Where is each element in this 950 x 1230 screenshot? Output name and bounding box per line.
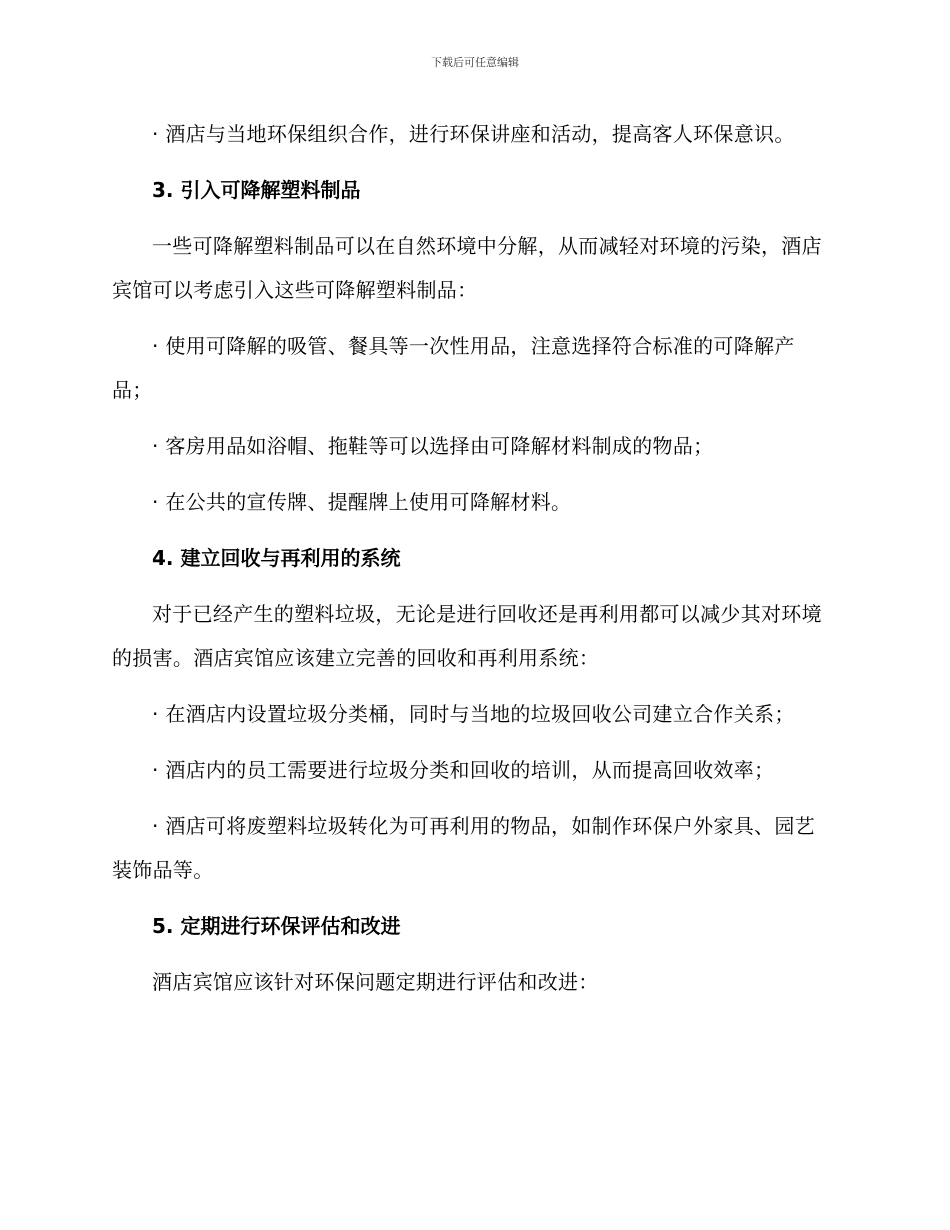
document-body [112,112,832,1016]
paragraph: 一些可降解塑料制品可以在自然环境中分解，从而减轻对环境的污染，酒店宾馆可以考虑引入这些可降解塑料制品： [112,234,822,302]
section-heading: 4. 建立回收与再利用的系统 [152,546,401,570]
bullet-item: · 酒店内的员工需要进行垃圾分类和回收的培训，从而提高回收效率； [152,758,775,782]
bullet-item: · 在酒店内设置垃圾分类桶，同时与当地的垃圾回收公司建立合作关系； [152,702,795,726]
paragraph: 对于已经产生的塑料垃圾，无论是进行回收还是再利用都可以减少其对环境的损害。酒店宾馆应该建立完善的回收和再利用系统： [112,602,822,670]
section-heading: 5. 定期进行环保评估和改进 [152,914,401,938]
page-header: 下载后可任意编辑 [431,56,519,69]
bullet-item: · 酒店与当地环保组织合作，进行环保讲座和活动，提高客人环保意识。 [152,122,795,146]
section-heading: 3. 引入可降解塑料制品 [152,178,361,202]
bullet-item: · 客房用品如浴帽、拖鞋等可以选择由可降解材料制成的物品； [152,434,714,458]
bullet-item: · 使用可降解的吸管、餐具等一次性用品，注意选择符合标准的可降解产品； [112,334,795,402]
paragraph: 酒店宾馆应该针对环保问题定期进行评估和改进： [152,970,599,994]
bullet-item: · 酒店可将废塑料垃圾转化为可再利用的物品，如制作环保户外家具、园艺装饰品等。 [112,814,815,882]
bullet-item: · 在公共的宣传牌、提醒牌上使用可降解材料。 [152,490,572,514]
